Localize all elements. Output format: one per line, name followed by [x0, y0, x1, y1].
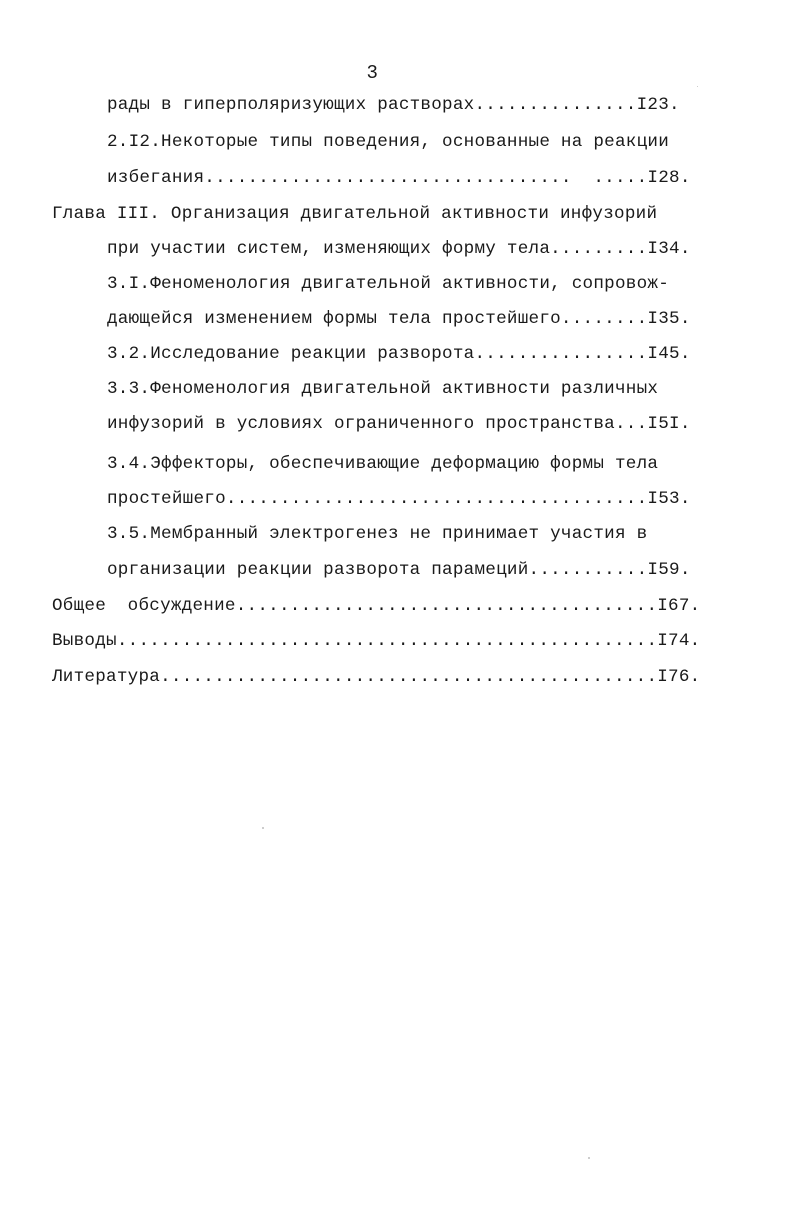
scan-speck	[697, 86, 698, 87]
toc-line-references: Литература..............................................I76.	[52, 667, 701, 687]
toc-line-conclusions: Выводы..................................................I74.	[52, 631, 701, 651]
toc-line-3-2: 3.2.Исследование реакции разворота................I45.	[107, 344, 691, 364]
toc-line-chapter-3-continued: при участии систем, изменяющих форму тела.........I34.	[107, 239, 691, 259]
page-number: 3	[366, 62, 379, 84]
toc-line-3-5-continued: организации реакции разворота парамеций...........I59.	[107, 560, 691, 580]
toc-line-3-3-title: 3.3.Феноменология двигательной активности различных	[107, 379, 659, 399]
toc-line-chapter-3-title: Глава III. Организация двигательной активности инфузорий	[52, 204, 658, 224]
toc-line-3-4-continued: простейшего.......................................I53.	[107, 489, 691, 509]
toc-line-3-4-title: 3.4.Эффекторы, обеспечивающие деформацию формы тела	[107, 454, 659, 474]
scan-speck	[262, 827, 264, 829]
toc-line-2-12-title: 2.I2.Некоторые типы поведения, основанные на реакции	[107, 132, 670, 152]
toc-line-2-12-continued: избегания.................................. .....I28.	[107, 168, 691, 188]
scan-speck	[588, 1157, 590, 1159]
toc-line-general-discussion: Общее обсуждение.......................................I67.	[52, 596, 701, 616]
toc-line-3-1-continued: дающейся изменением формы тела простейшего........I35.	[107, 309, 691, 329]
toc-line-3-1-title: 3.I.Феноменология двигательной активности, сопровож-	[107, 274, 670, 294]
toc-line-3-5-title: 3.5.Мембранный электрогенез не принимает участия в	[107, 524, 648, 544]
toc-line-3-3-continued: инфузорий в условиях ограниченного пространства...I5I.	[107, 414, 691, 434]
toc-line-2-11-continued: рады в гиперполяризующих растворах...............I23.	[107, 95, 680, 115]
